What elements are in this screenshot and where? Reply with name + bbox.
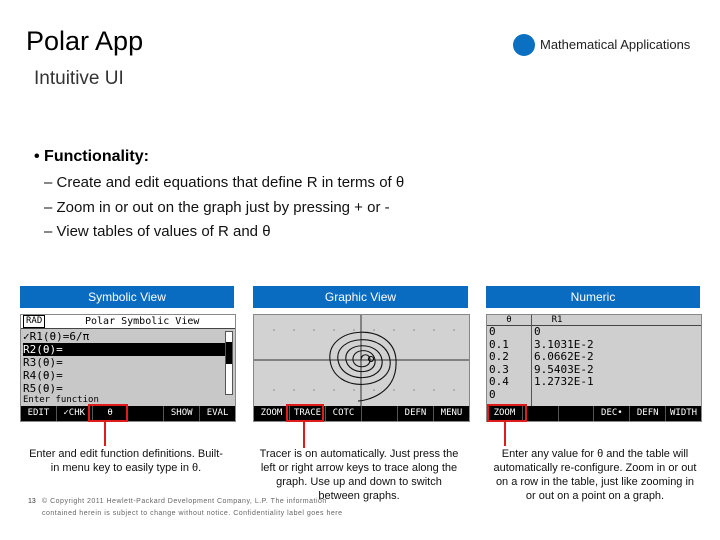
- callout-line: [303, 420, 305, 448]
- softkey-defn[interactable]: DEFN: [629, 406, 665, 421]
- trace-cursor: [369, 357, 374, 362]
- softkey-empty[interactable]: [127, 406, 163, 421]
- function-row-selected[interactable]: R2(θ)=: [23, 343, 229, 356]
- r1-column: [534, 326, 594, 389]
- table-cell[interactable]: 6.0662E-2: [534, 350, 594, 363]
- trace-key-highlight: [286, 404, 324, 422]
- function-row[interactable]: R4(θ)=: [23, 369, 63, 382]
- table-cell[interactable]: 9.5403E-2: [534, 362, 594, 376]
- numeric-view-header: Numeric: [486, 286, 700, 308]
- softkey-theta[interactable]: θ: [92, 406, 128, 421]
- softkey-defn[interactable]: DEFN: [397, 406, 433, 421]
- softkey-trace[interactable]: TRACE: [289, 406, 325, 421]
- symbolic-caption: Enter and edit function definitions. Built-in menu key to easily type in θ.: [29, 448, 223, 474]
- softkey-empty[interactable]: [558, 406, 594, 421]
- input-prompt: Enter function: [23, 395, 99, 405]
- softkey-width[interactable]: WIDTH: [665, 406, 701, 421]
- function-list: [23, 330, 229, 395]
- theta-column-header: θ: [487, 315, 532, 325]
- callout-line: [104, 420, 106, 446]
- softkey-menu[interactable]: MENU: [433, 406, 469, 421]
- softkey-eval[interactable]: EVAL: [199, 406, 235, 421]
- softkey-empty[interactable]: [522, 406, 558, 421]
- softkey-check[interactable]: ✓CHK: [56, 406, 92, 421]
- table-cell[interactable]: 0.4: [489, 375, 509, 388]
- header-subtitle: Mathematical Applications: [540, 37, 691, 52]
- bullet-heading: • Functionality:: [34, 148, 149, 165]
- spiral-curve: [330, 332, 396, 401]
- symbolic-softkeys: [21, 406, 235, 421]
- slide-subtitle: Intuitive UI: [34, 68, 124, 89]
- softkey-edit[interactable]: EDIT: [27, 408, 50, 418]
- symbolic-view-header: Symbolic View: [20, 286, 234, 308]
- page-title: Polar App: [26, 26, 144, 56]
- table-cell[interactable]: 0: [489, 325, 496, 338]
- theta-column: [489, 326, 509, 401]
- table-cell[interactable]: 3.1031E-2: [534, 337, 594, 351]
- page-number: 13: [28, 498, 36, 505]
- softkey-goto[interactable]: COTC: [325, 406, 361, 421]
- function-row[interactable]: R3(θ)=: [23, 356, 63, 369]
- table-cell[interactable]: 0: [489, 387, 496, 401]
- brand-logo-icon: [513, 34, 535, 56]
- function-row[interactable]: R5(θ)=: [23, 382, 63, 395]
- theta-key-highlight: [88, 404, 128, 422]
- graphic-view-header: Graphic View: [253, 286, 468, 308]
- softkey-show[interactable]: SHOW: [163, 406, 199, 421]
- symbolic-title: Polar Symbolic View: [85, 316, 200, 327]
- bullet-item: – Zoom in or out on the graph just by pressing + or -: [44, 199, 390, 216]
- function-row[interactable]: ✓R1(θ)=6/π: [23, 330, 90, 343]
- softkey-zoom[interactable]: ZOOM: [493, 408, 516, 418]
- copyright-text: © Copyright 2011 Hewlett-Packard Development Company, L.P. The information: [42, 498, 327, 505]
- softkey-decimal[interactable]: DEC•: [593, 406, 629, 421]
- scrollbar[interactable]: [225, 331, 233, 395]
- table-cell[interactable]: 0.2: [489, 350, 509, 363]
- graphic-caption: Tracer is on automatically. Just press the left or right arrow keys to trace along the graph. Use up and down to switch between graphs.: [259, 448, 459, 502]
- r1-column-header: R1: [551, 315, 563, 325]
- table-cell[interactable]: 1.2732E-1: [534, 375, 594, 388]
- table-cell[interactable]: 0: [534, 325, 541, 338]
- softkey-zoom[interactable]: ZOOM: [260, 408, 283, 418]
- softkey-empty[interactable]: [361, 406, 397, 421]
- polar-graph[interactable]: [254, 315, 469, 406]
- table-cell[interactable]: 0.1: [489, 337, 509, 351]
- angle-mode-badge: RAD: [23, 315, 45, 328]
- table-cell[interactable]: 0.3: [489, 362, 509, 376]
- bullet-item: – View tables of values of R and θ: [44, 223, 271, 240]
- bullet-item: – Create and edit equations that define R in terms of θ: [44, 174, 405, 191]
- symbolic-screen: [20, 314, 236, 422]
- callout-line: [504, 420, 506, 446]
- numeric-caption: Enter any value for θ and the table will automatically re-configure. Zoom in or out on a row in the table, just like zooming in or out on a point on a graph.: [493, 448, 697, 502]
- zoom-key-highlight: [487, 404, 527, 422]
- confidentiality-text: contained herein is subject to change without notice. Confidentiality label goes here: [42, 510, 343, 517]
